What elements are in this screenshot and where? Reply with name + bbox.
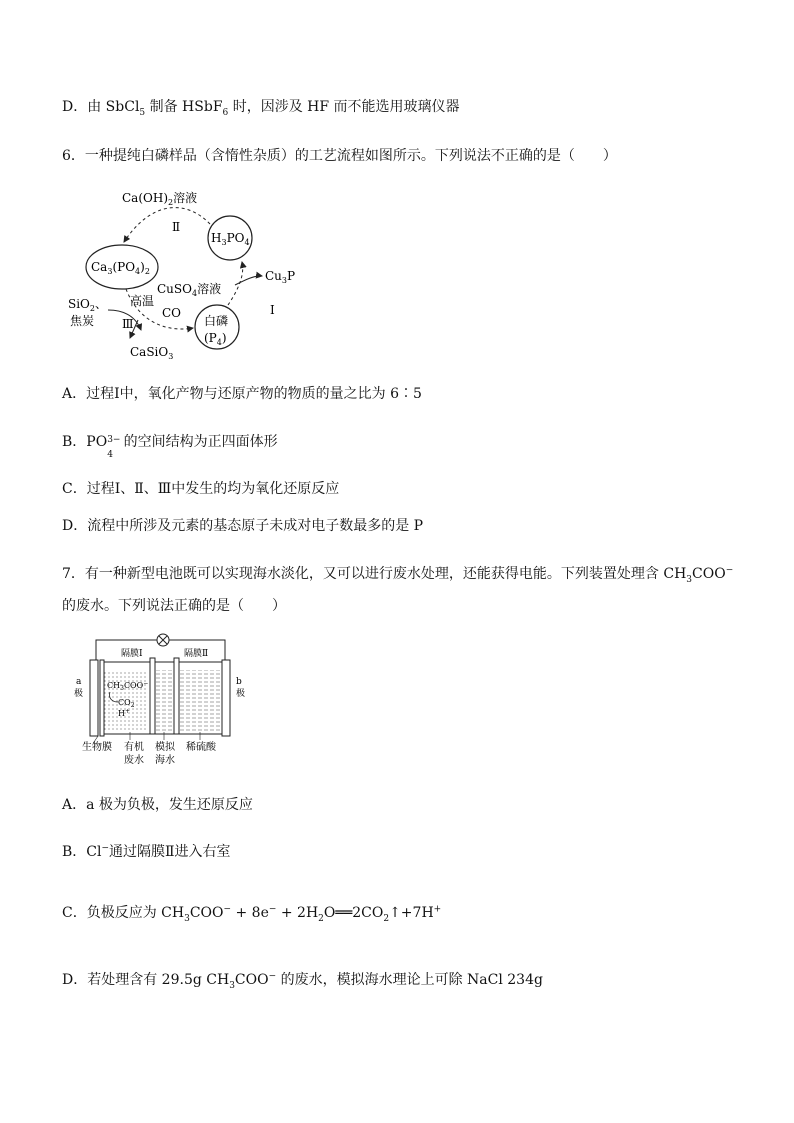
- q7-option-d: D．若处理含有 29.5g $CH_3COO^-$ 的废水，模拟海水理论上可除 NaCl 234g: [62, 971, 543, 991]
- q7-option-c: C．负极反应为 $CH_3COO^- + 8e^-$ + $2H_2O══2CO_2↑+7H^+$: [62, 904, 442, 924]
- electrode-b: [222, 660, 230, 736]
- step-2-label: Ⅱ: [172, 220, 181, 234]
- coke-label: 焦炭: [70, 314, 95, 328]
- organic-wastewater-label-2: 废水: [124, 755, 144, 766]
- membrane-2: [174, 658, 179, 734]
- seawater-label-1: 模拟: [155, 742, 175, 753]
- co2-label: $CO_2$: [118, 698, 135, 709]
- h-plus-label: H+: [118, 708, 131, 718]
- white-phosphorus-label: 白磷: [204, 314, 229, 328]
- co-label: CO: [162, 306, 182, 320]
- high-temp-label: 高温: [130, 294, 155, 308]
- q6-option-c: C．过程Ⅰ、Ⅱ、Ⅲ中发生的均为氧化还原反应: [62, 481, 340, 497]
- ch3coo-label: $CH_3COO^-$: [107, 680, 149, 692]
- membrane-1: [150, 658, 155, 734]
- step-3-label: Ⅲ: [122, 317, 134, 331]
- seawater-label-2: 海水: [155, 755, 175, 766]
- question-7-stem-line1: 7．有一种新型电池既可以实现海水淡化，又可以进行废水处理，还能获得电能。下列装置处理含 $CH_3COO^-$: [62, 565, 734, 585]
- cu3p-label: $Cu_3P$: [265, 269, 296, 285]
- p4-label: $(P_4)$: [204, 331, 227, 347]
- q6-option-d: D．流程中所涉及元素的基态原子未成对电子数最多的是 P: [62, 518, 424, 534]
- electrode-b-label: b: [236, 677, 242, 687]
- electrode-a: [90, 660, 98, 736]
- q7-option-a: A．a 极为负极，发生还原反应: [62, 797, 253, 813]
- electrode-a-label-2: 极: [74, 689, 84, 699]
- casio3-label: CaSiO$_3$: [130, 345, 174, 361]
- electrode-b-label-2: 极: [236, 689, 246, 699]
- membrane-1-label: 隔膜Ⅰ: [121, 649, 143, 659]
- q7-option-b: B．Cl−通过隔膜Ⅱ进入右室: [62, 843, 231, 860]
- membrane-2-label: 隔膜Ⅱ: [184, 649, 209, 659]
- caoh2-label: $Ca(OH)_2$溶液: [122, 191, 198, 207]
- biofilm-label: 生物膜: [82, 742, 112, 753]
- option-prev-d: D．由 SbCl$_5$ 制备 HSbF$_6$ 时，因涉及 HF 而不能选用玻璃仪器: [62, 99, 460, 118]
- q7-cell-diagram: [60, 632, 260, 777]
- q6-option-b: B．PO 3− 4 的空间结构为正四面体形: [62, 434, 278, 460]
- q6-option-a: A．过程Ⅰ中，氧化产物与还原产物的物质的量之比为 6∶5: [62, 386, 422, 402]
- dilute-acid-label: 稀硫酸: [186, 742, 216, 753]
- sio2-label: SiO$_2$、: [68, 297, 108, 313]
- electrode-a-label: a: [76, 677, 82, 687]
- h3po4-label: $H_3PO_4$: [211, 231, 250, 247]
- ca3po42-label: $Ca_3(PO_4)_2$: [91, 260, 150, 276]
- q6-flow-diagram: [60, 180, 320, 365]
- organic-wastewater-label-1: 有机: [124, 742, 144, 753]
- question-6-stem: 6．一种提纯白磷样品（含惰性杂质）的工艺流程如图所示。下列说法不正确的是（ ）: [62, 148, 617, 164]
- step-1-label: Ⅰ: [270, 303, 275, 317]
- question-7-stem-line2: 的废水。下列说法正确的是（ ）: [62, 598, 286, 614]
- cuso4-label: CuSO$_4$溶液: [157, 282, 222, 298]
